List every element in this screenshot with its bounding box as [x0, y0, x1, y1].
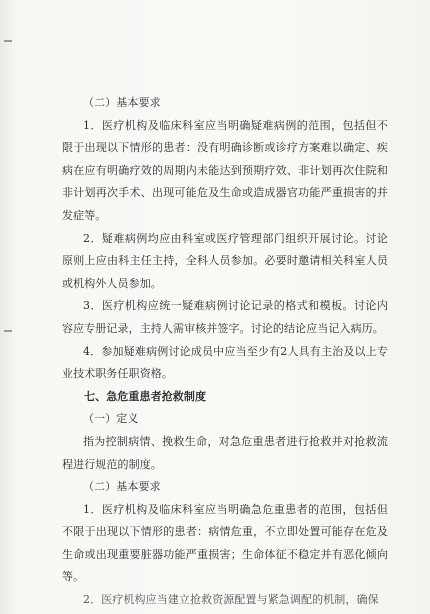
section-title: 七、急危重患者抢救制度 [84, 389, 207, 403]
subheading-definition: （一）定义 [83, 412, 139, 426]
paragraph-item-4: 4．参加疑难病例讨论成员中应当至少有2人具有主治及以上专业技术职务任职资格。 [62, 344, 388, 381]
subheading-basic-requirements-2: （二）基本要求 [83, 480, 161, 494]
paragraph-emergency-item-2: 2．医疗机构应当建立抢救资源配置与紧急调配的机制，确保 [83, 593, 379, 607]
paragraph-item-3: 3．医疗机构应统一疑难病例讨论记录的格式和模板。讨论内容应专册记录，主持人需审核并签字。讨论的结论应当记入病历。 [62, 299, 388, 335]
paragraph-emergency-item-1: 1．医疗机构及临床科室应当明确急危重患者的范围，包括但不限于出现以下情形的患者：病情危重，不立即处置可能存在危及生命或出现重要脏器功能严重损害；生命体征不稳定并有恶化倾向等。 [62, 502, 388, 584]
paragraph-item-2: 2．疑难病例均应由科室或医疗管理部门组织开展讨论。讨论原则上应由科主任主持，全科人员参加。必要时邀请相关科室人员或机构外人员参加。 [62, 231, 388, 290]
scan-edge-mark [4, 330, 12, 332]
scan-edge-mark [4, 40, 12, 42]
paragraph-definition: 指为控制病情、挽救生命，对急危重患者进行抢救并对抢救流程进行规范的制度。 [62, 434, 388, 471]
paragraph-item-1: 1．医疗机构及临床科室应当明确疑难病例的范围，包括但不限于出现以下情形的患者：没有明确诊断或诊疗方案难以确定、疾病在应有明确疗效的周期内未能达到预期疗效、非计划再次住院和非计划再次手术、出现可能危及生命或造成器官功能严重损害的并发症等。 [62, 118, 388, 222]
document-body [62, 92, 388, 612]
subheading-basic-requirements: （二）基本要求 [83, 96, 161, 109]
